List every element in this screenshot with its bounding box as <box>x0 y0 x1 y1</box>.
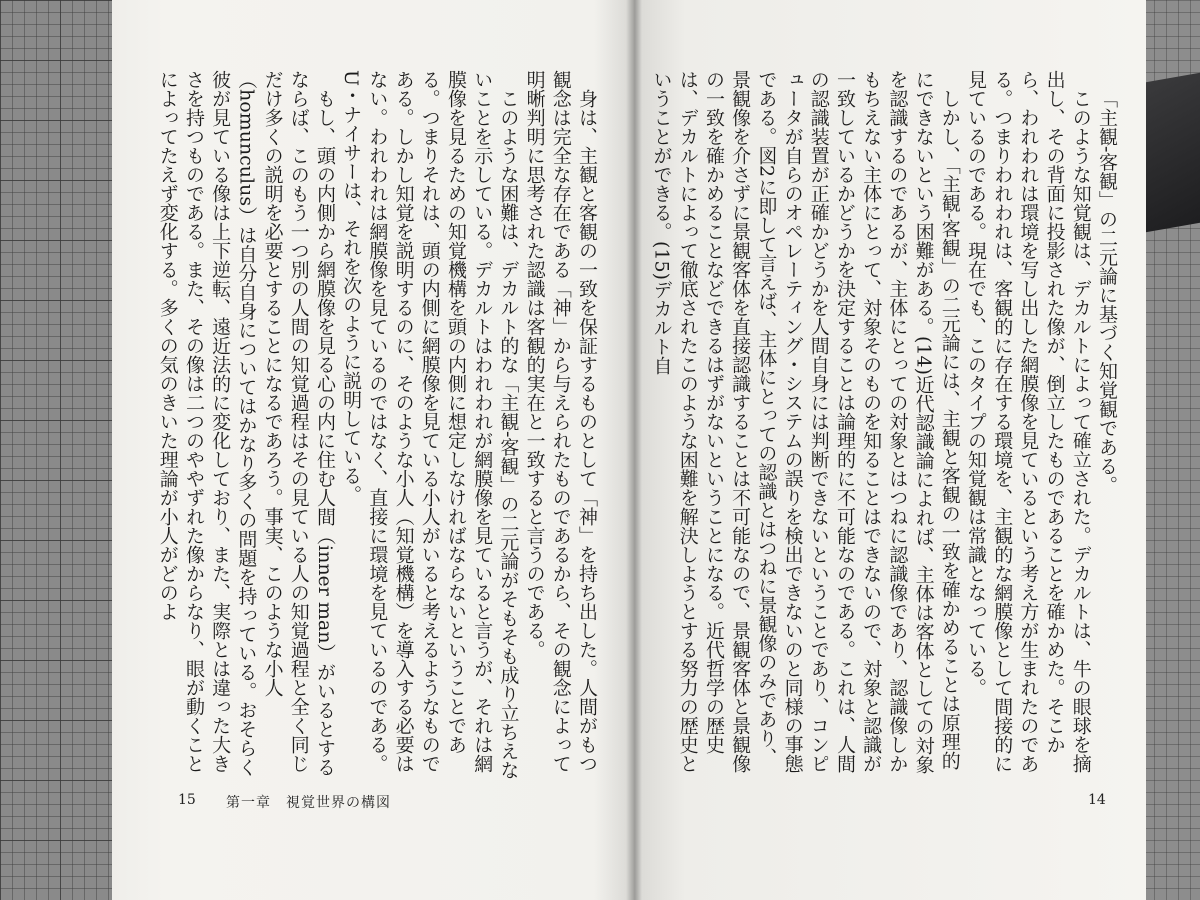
dark-object <box>1140 73 1200 234</box>
page-number-right: 14 <box>1088 792 1106 808</box>
paragraph: このような知覚観は、デカルトによって確立された。デカルトは、牛の眼球を摘出し、その背面に投影された像が、倒立したものであることを確かめた。そこから、われわれは環境を写し出した網膜像を見ているという考え方が生まれたのである。つまりわれわれは、客観的に存在する環境を、主観的な網膜像として間接的に見ているのである。現在でも、このタイプの知覚観は常識となっている。 <box>964 70 1092 773</box>
right-page-text <box>650 70 1120 785</box>
paragraph: 「主観‐客観」の二元論に基づく知覚観である。 <box>1096 89 1118 495</box>
block-quote: もし、頭の内側から網膜像を見る心の内に住む人間（inner man）がいるとするならば、このもう一つ別の人間の知覚過程はその見ている人の知覚過程と全く同じだけ多くの説明を必要とすることになるであろう。事実、このような小人（homunculus）は自分自身についてはかなり多くの問題を持っている。おそらく彼が見ている像は上下逆転、遠近法的に変化しており、また、実際とは違った大きさを持つものである。また、その像は二つのややずれた像からなり、眼が動くことによってたえず変化する。多くの気のきいた理論が小人がどのよ <box>156 70 336 777</box>
cutting-mat-left <box>0 0 118 900</box>
running-head: 第一章 視覚世界の構図 <box>226 795 391 811</box>
left-page-text <box>150 70 600 785</box>
page-number-left: 15 <box>178 792 196 808</box>
paragraph: しかし、「主観‐客観」の二元論には、主観と客観の一致を確かめることは原理的にできないという困難がある。(14)近代認識論によれば、主体は客体としての対象を認識するのであるが、主体にとっての対象とはつねに認識像であり、認識像しかもちえない主体にとって、対象そのものを知ることはできないので、対象と認識が一致しているかどうかを決定することは論理的に不可能なのである。これは、人間の認識装置が正確かどうかを人間自身には判断できないということであり、コンピュータが自らのオペレーティング・システムの誤りを検出できないのと同様の事態である。図2に即して言えば、主体にとっての認識とはつねに景観像のみであり、景観像を介さずに景観客体を直接認識することは不可能なので、景観客体と景観像の一致を確かめることなどできるはずがないということになる。近代哲学の歴史は、デカルトによって徹底されたこのような困難を解決しようとする努力の歴史ということができる。(15)デカルト自 <box>650 70 961 775</box>
paragraph: 身は、主観と客観の一致を保証するものとして「神」を持ち出した。人間がもつ観念は完全な存在である「神」から与えられたものであるから、その観念によって明晰判明に思考された認識は客観的実在と一致すると言うのである。 <box>523 70 598 773</box>
book-spine-shadow <box>626 0 642 900</box>
paragraph: このような困難は、デカルト的な「主観‐客観」の二元論がそもそも成り立ちえないことを示している。デカルトはわれわれが網膜像を見ていると言うが、それは網膜像を見るための知覚機構を頭の内側に想定しなければならないということである。つまりそれは、頭の内側に網膜像を見ている小人がいると考えるようなものである。しかし知覚を説明するのに、そのような小人（知覚機構）を導入する必要はない。われわれは網膜像を見ているのではなく、直接に環境を見ているのである。U・ナイサーは、それを次のように説明している。 <box>340 70 520 780</box>
